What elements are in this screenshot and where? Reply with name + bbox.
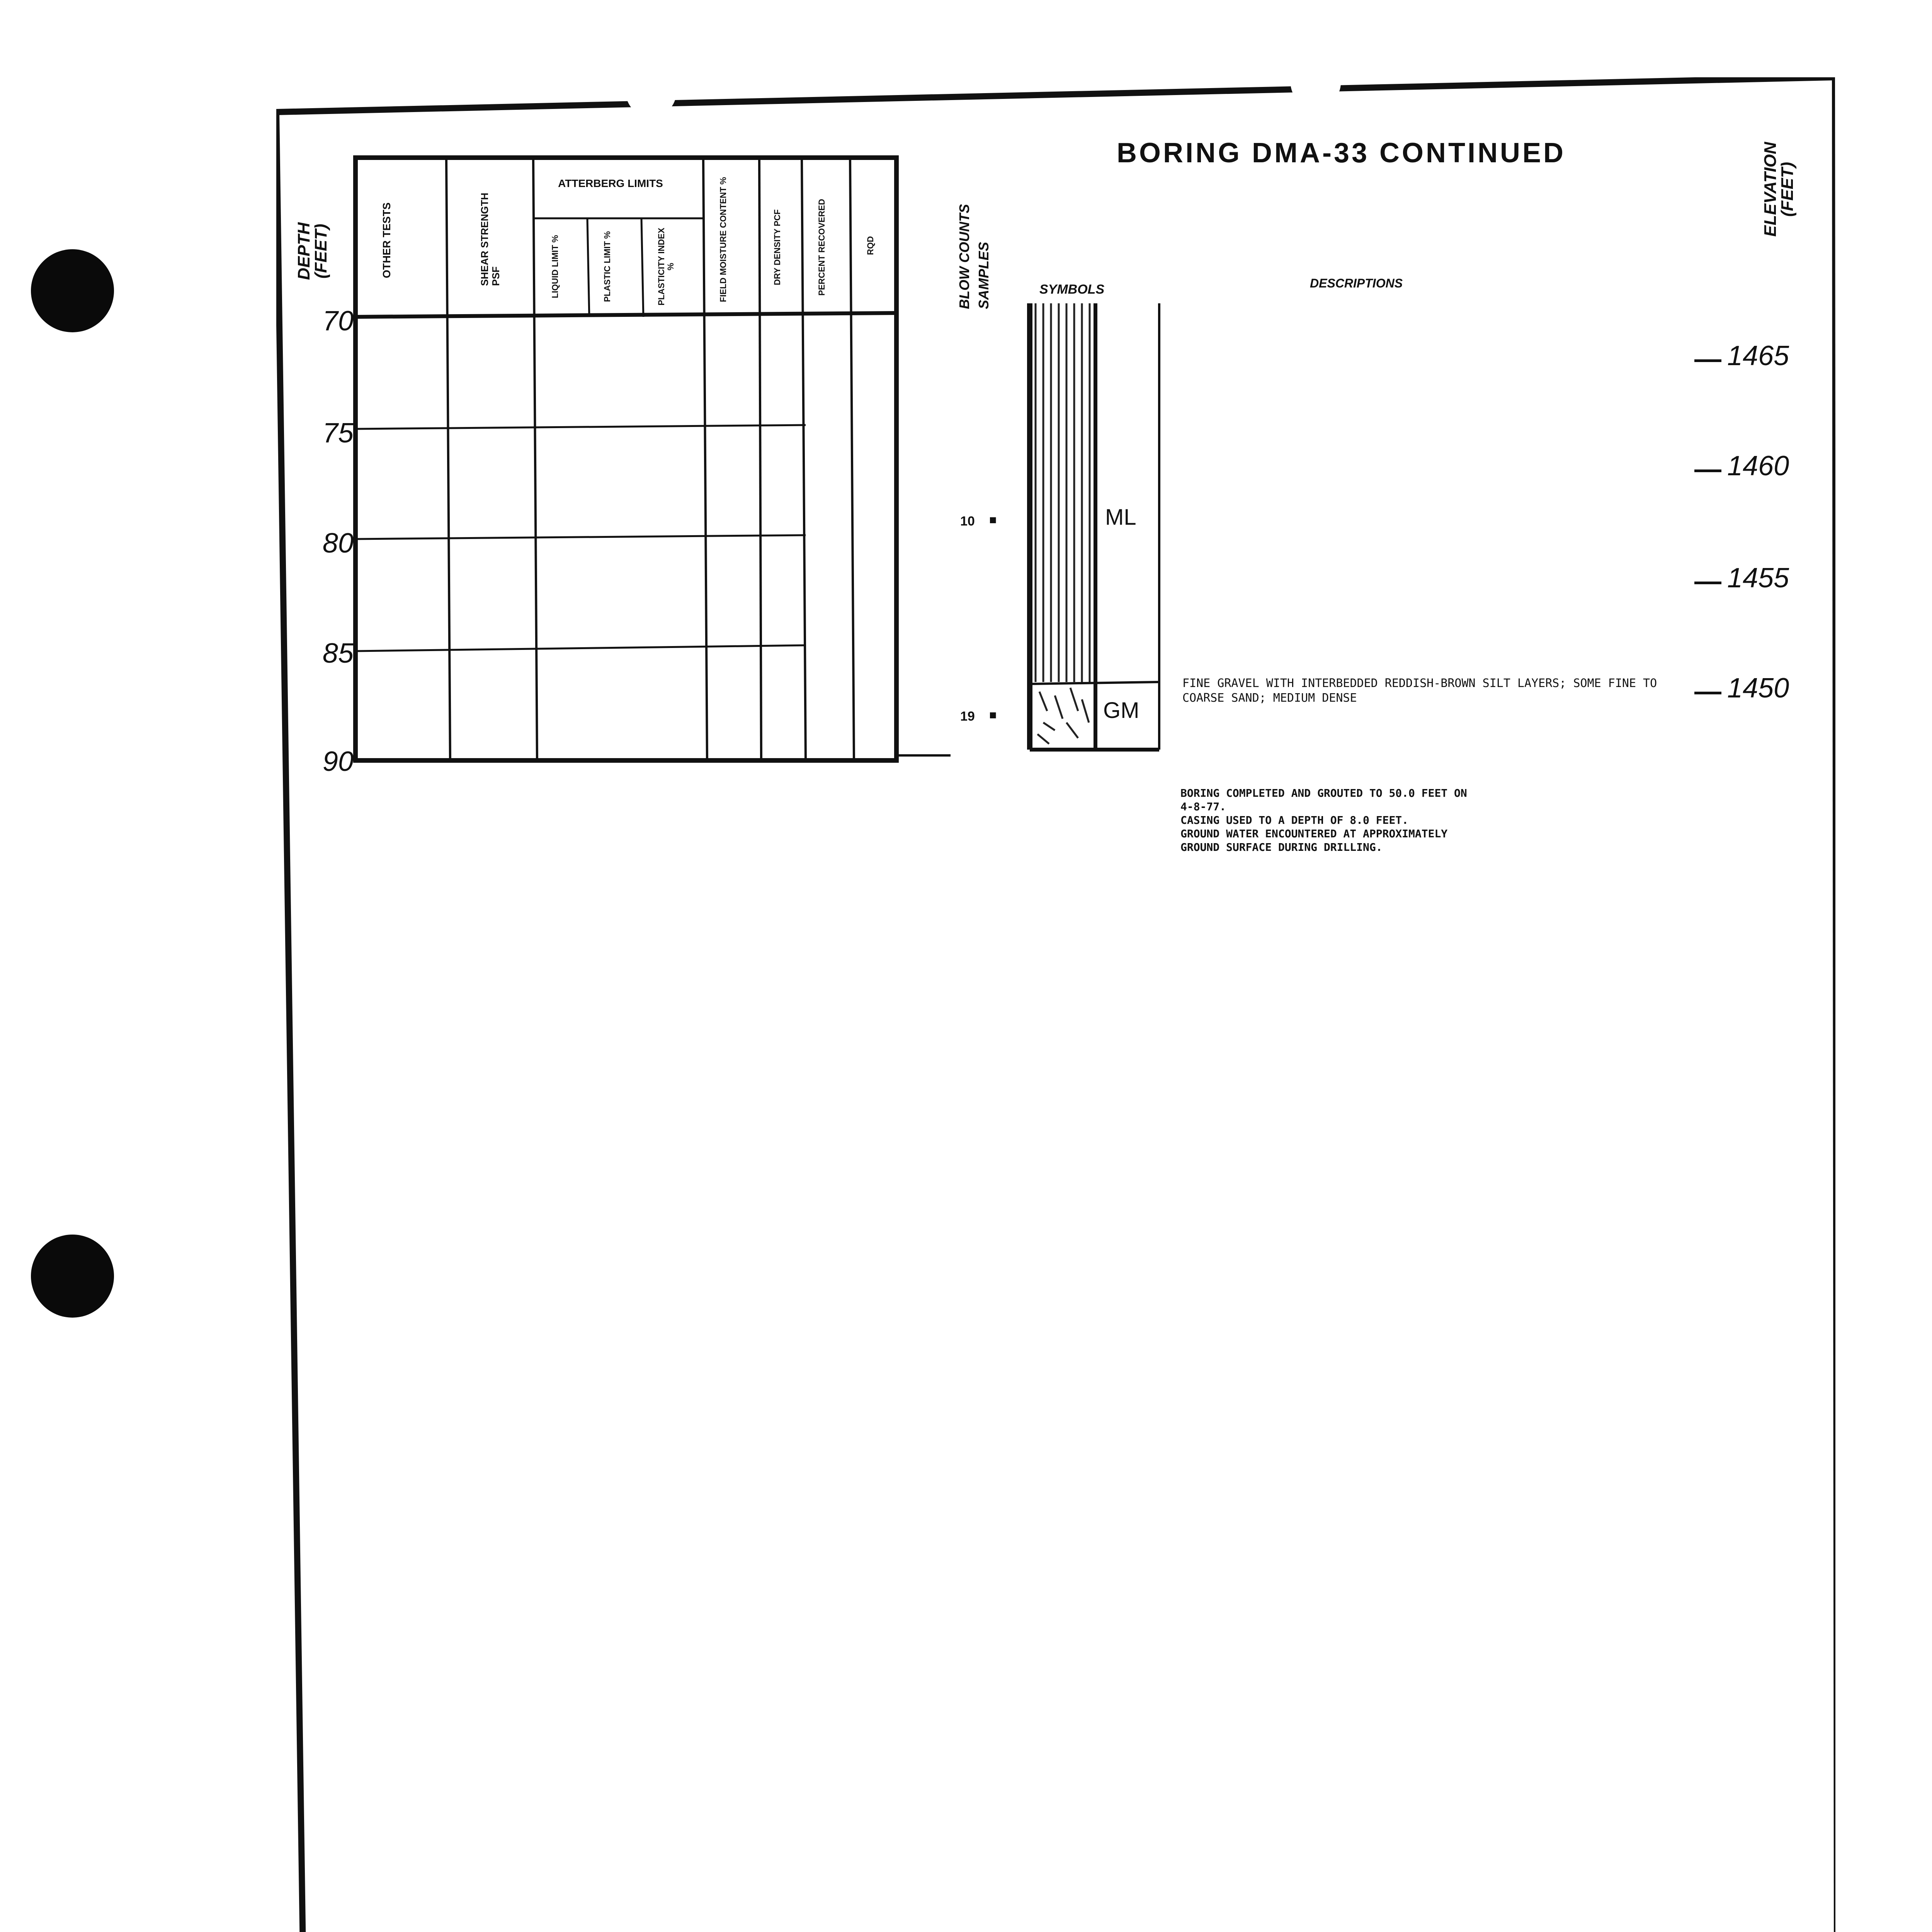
page-title: BORING DMA-33 CONTINUED: [1117, 138, 1566, 168]
field-moisture-header: FIELD MOISTURE CONTENT %: [718, 177, 728, 302]
blow-count-1: 10: [960, 514, 975, 529]
percent-recovered-header: PERCENT RECOVERED: [817, 199, 827, 296]
dry-density-header: DRY DENSITY PCF: [772, 209, 782, 286]
sample-marker-2: ■: [989, 708, 997, 722]
sample-marker-1: ■: [989, 513, 997, 527]
soil-symbol-gm: GM: [1103, 698, 1139, 723]
completion-note-line: BORING COMPLETED AND GROUTED TO 50.0 FEET ON: [1180, 787, 1467, 799]
atterberg-limits-header: ATTERBERG LIMITS: [558, 177, 663, 189]
other-tests-header: OTHER TESTS: [381, 202, 393, 278]
depth-tick-80: 80: [322, 528, 354, 559]
binder-hole-middle: [31, 1235, 114, 1318]
blow-counts-label: BLOW COUNTS: [956, 204, 972, 309]
completion-notes: [1180, 786, 1467, 854]
binder-hole-top: [31, 249, 114, 332]
elevation-tick-mark: [1694, 582, 1721, 584]
completion-note-line: GROUND WATER ENCOUNTERED AT APPROXIMATELY: [1180, 827, 1448, 840]
liquid-limit-header: LIQUID LIMIT %: [550, 235, 560, 298]
elevation-tick-1465: 1465: [1727, 340, 1789, 371]
depth-axis-label: DEPTH (FEET): [294, 222, 330, 280]
elevation-tick-1460: 1460: [1727, 451, 1789, 481]
symbols-header: SYMBOLS: [1039, 282, 1105, 297]
strata-column: [1020, 301, 1167, 757]
samples-label: SAMPLES: [976, 242, 992, 309]
depth-tick-75: 75: [322, 418, 354, 449]
plastic-limit-header: PLASTIC LIMIT %: [602, 231, 612, 302]
elevation-tick-1450: 1450: [1727, 673, 1789, 704]
blow-count-2: 19: [960, 709, 975, 724]
completion-note-line: CASING USED TO A DEPTH OF 8.0 FEET.: [1180, 814, 1409, 827]
plasticity-index-header: PLASTICITY INDEX %: [656, 228, 676, 306]
elevation-tick-mark: [1694, 692, 1721, 694]
descriptions-header: DESCRIPTIONS: [1310, 276, 1403, 290]
elevation-tick-mark: [1694, 359, 1721, 362]
soil-symbol-ml: ML: [1105, 505, 1136, 530]
depth-tick-85: 85: [322, 638, 354, 669]
shear-strength-header: SHEAR STRENGTH PSF: [479, 192, 502, 286]
completion-note-line: GROUND SURFACE DURING DRILLING.: [1180, 841, 1383, 854]
depth-tick-90: 90: [322, 746, 354, 777]
elevation-axis-label: ELEVATION (FEET): [1761, 142, 1797, 237]
completion-note-line: 4-8-77.: [1180, 800, 1226, 813]
elevation-tick-1455: 1455: [1727, 563, 1789, 594]
elevation-tick-mark: [1694, 469, 1721, 472]
depth-tick-70: 70: [322, 306, 354, 337]
gm-description: FINE GRAVEL WITH INTERBEDDED REDDISH-BROWN SILT LAYERS; SOME FINE TO COARSE SAND; MEDIUM DENSE: [1182, 677, 1657, 705]
rqd-header: RQD: [866, 236, 875, 255]
